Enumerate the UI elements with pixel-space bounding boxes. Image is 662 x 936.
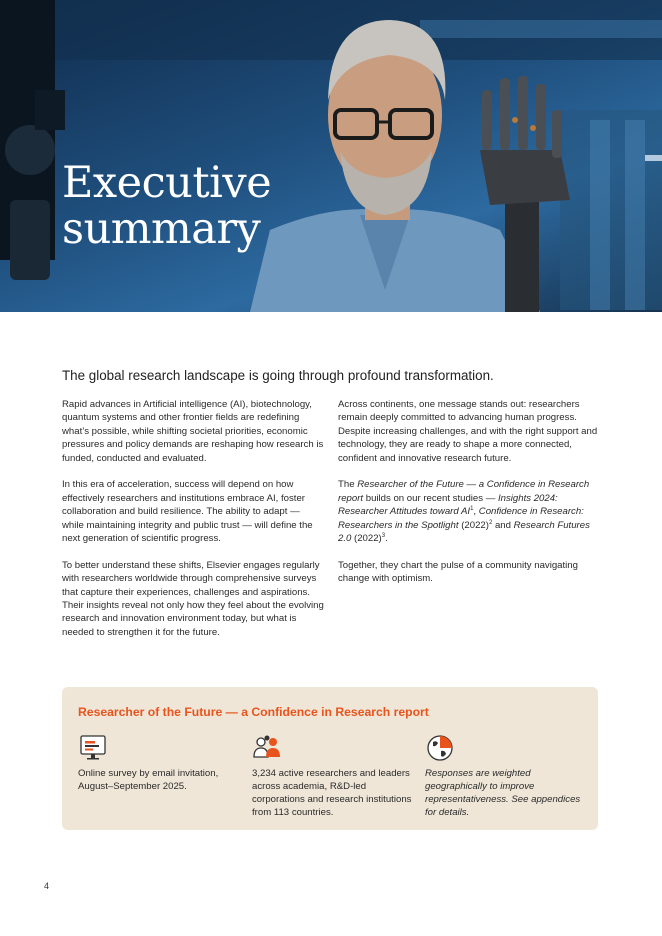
left-paragraph-2: In this era of acceleration, success will depend on how effectively researchers and institutions embrace AI, foster collaboration and build resilience. The ability to adapt — while maintaining integrity and public trust — will define the next generation of scientific progress. xyxy=(62,479,313,545)
lead-sentence: The global research landscape is going through profound transformation. xyxy=(62,368,494,383)
stat-survey-text: Online survey by email invitation, August–September 2025. xyxy=(78,768,219,792)
stat-weighting xyxy=(425,733,585,819)
right-paragraph-3: Together, they chart the pulse of a community navigating change with optimism. xyxy=(338,559,578,585)
stat-survey xyxy=(78,733,238,793)
report-title: Researcher of the Future — a Confidence in Research report xyxy=(338,479,590,504)
left-paragraph-1: Rapid advances in Artificial intelligence (AI), biotechnology, quantum systems and other frontier fields are redefining what’s possible, while shifting societal priorities, economic pressures and policy demands are reshaping how research is funded, conducted and evaluated. xyxy=(62,399,324,464)
right-paragraph-2: The Researcher of the Future — a Confidence in Research report builds on our recent studies — Insights 2024: Researcher Attitudes toward $AI^1$, Confidence in Research: Researchers in the Spotlight $(2022)^2$ and Research Futures 2.0 $(2022)^3$. xyxy=(338,479,590,545)
hero-image xyxy=(0,0,662,312)
methodology-box xyxy=(62,687,598,830)
left-paragraph-3: To better understand these shifts, Elsevier engages regularly with researchers worldwide through comprehensive surveys that capture their experiences, challenges and aspirations. Their insights reveal not only how they feel about the evolving research and innovation environment today, but what is needed to strengthen it for the future. xyxy=(62,559,324,638)
methodology-title: Researcher of the Future — a Confidence in Research report xyxy=(78,705,429,719)
right-paragraph-1: Across continents, one message stands out: researchers remain deeply committed to advancing human progress. Despite increasing challenges, and with the right support and technology, they are ready to shape a more connected, confident and innovative research future. xyxy=(338,399,598,464)
study-title-3: Research Futures 2.0 xyxy=(338,519,590,545)
stat-weighting-text: Responses are weighted geographically to improve representativeness. See appendices for details. xyxy=(425,768,581,818)
stat-respondents-text: 3,234 active researchers and leaders across academia, R&D-led corporations and research institutions from 113 countries. xyxy=(252,768,412,818)
right-column xyxy=(338,398,600,599)
people-group-icon xyxy=(252,733,282,763)
page-number: 4 xyxy=(44,881,50,891)
computer-survey-icon xyxy=(78,733,108,763)
globe-pie-icon xyxy=(425,733,455,763)
researcher-with-robotic-hand-photo xyxy=(0,0,662,312)
study-title-2: Confidence in Research: Researchers in the Spotlight xyxy=(338,506,584,531)
study-title-1: Insights 2024: Researcher Attitudes toward AI xyxy=(338,492,558,518)
stat-respondents xyxy=(252,733,412,819)
page-title: Executive summary xyxy=(62,158,272,254)
left-column xyxy=(62,398,324,653)
